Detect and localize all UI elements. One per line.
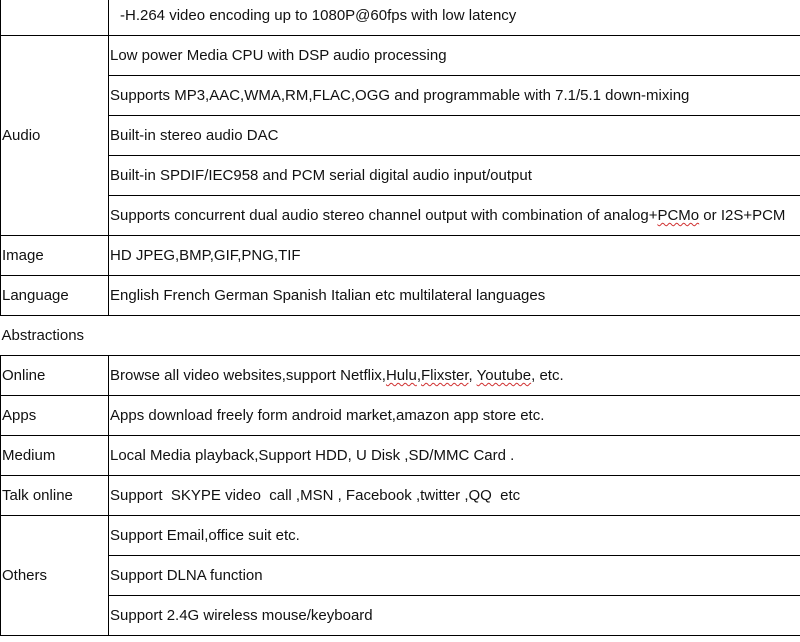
audio-item-last [109,196,800,236]
youtube-text: Youtube [476,367,532,384]
online-part1: Browse all video websites,support Netflix, [110,367,386,384]
video-label-cell [1,0,109,36]
table-row [1,516,800,556]
image-label: Image [1,236,109,276]
table-row [1,556,800,596]
table-row [1,356,800,396]
talk-online-label: Talk online [1,476,109,516]
table-row [1,396,800,436]
flixster-text: Flixster [421,367,469,384]
audio-label: Audio [1,36,109,236]
others-label: Others [1,516,109,636]
online-label: Online [1,356,109,396]
spell-squiggle-word: PCMo [657,207,700,224]
audio-last-suffix: or I2S+PCM [699,207,786,224]
talk-online-value: Support SKYPE video call ,MSN , Facebook ,twitter ,QQ etc [109,476,800,516]
apps-label: Apps [1,396,109,436]
online-part2: , etc. [531,367,564,384]
audio-item: Low power Media CPU with DSP audio processing [109,36,800,76]
abstractions-heading: Abstractions [1,316,800,356]
table-row [1,116,800,156]
medium-label: Medium [1,436,109,476]
others-item: Support 2.4G wireless mouse/keyboard [109,596,800,636]
audio-last-prefix: Supports concurrent dual audio stereo channel output with combination of analog+ [110,207,658,224]
table-row [1,36,800,76]
audio-item: Built-in SPDIF/IEC958 and PCM serial digital audio input/output [109,156,800,196]
online-sep1: , [416,367,421,384]
video-encoding-cell: -H.264 video encoding up to 1080P@60fps with low latency [109,0,800,36]
medium-value: Local Media playback,Support HDD, U Disk ,SD/MMC Card . [109,436,800,476]
table-row [1,156,800,196]
table-row [1,476,800,516]
table-row [1,196,800,236]
online-sep2: , [468,367,477,384]
table-row [1,596,800,636]
table-row [1,436,800,476]
table-row [1,276,800,316]
section-row [1,316,800,356]
others-item: Support Email,office suit etc. [109,516,800,556]
language-value: English French German Spanish Italian etc multilateral languages [109,276,800,316]
table-row [1,76,800,116]
audio-item: Supports MP3,AAC,WMA,RM,FLAC,OGG and programmable with 7.1/5.1 down-mixing [109,76,800,116]
language-label: Language [1,276,109,316]
table-row [1,236,800,276]
apps-value: Apps download freely form android market,amazon app store etc. [109,396,800,436]
audio-item: Built-in stereo audio DAC [109,116,800,156]
online-value [109,356,800,396]
table-row [1,0,800,36]
others-item: Support DLNA function [109,556,800,596]
image-value: HD JPEG,BMP,GIF,PNG,TIF [109,236,800,276]
hulu-text: Hulu [385,367,417,384]
